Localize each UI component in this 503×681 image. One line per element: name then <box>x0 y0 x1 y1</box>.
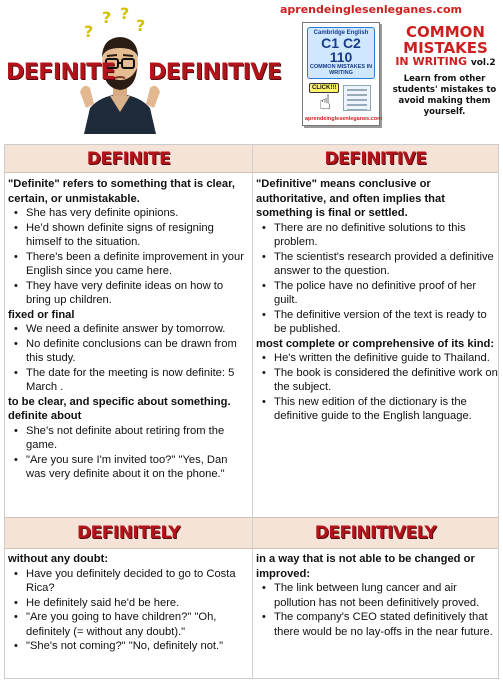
heading-definitively <box>253 517 498 549</box>
book-cover-link[interactable] <box>302 22 383 126</box>
heading-definitive-text: DEFINITIVE <box>324 148 427 169</box>
list-item: • The company's CEO stated definitively that there would be no lay-offs in the near future. <box>256 610 498 639</box>
list-item: • "Are you going to have children?" "Oh, definitely (= without any doubt)." <box>8 610 249 639</box>
definitive-examples-1 <box>256 221 498 337</box>
list-item: • "Are you sure I'm invited too?" "Yes, Dan was very definite about it on the phone." <box>8 453 249 482</box>
book-levels: C1 C2 <box>321 35 361 51</box>
list-item: • There are no definitive solutions to this problem. <box>256 221 498 250</box>
definite-examples-3 <box>8 424 249 482</box>
list-item: • "She's not coming?" "No, definitely not." <box>8 639 249 654</box>
definite-examples-2 <box>8 322 249 395</box>
definite-intro: "Definite" refers to something that is clear, certain, or unmistakable. <box>8 178 235 205</box>
book-cover-title-block <box>307 27 375 79</box>
list-item: • The scientist's research provided a definitive answer to the question. <box>256 250 498 279</box>
list-item: • This new edition of the dictionary is the definitive guide to the English language. <box>256 395 498 424</box>
definite-examples-1 <box>8 206 249 308</box>
promo-subtitle <box>388 56 503 69</box>
site-url-link[interactable]: aprendeinglesenleganes.com <box>280 3 462 16</box>
definitively-intro: in a way that is not able to be changed or improved: <box>256 553 475 580</box>
definitively-examples <box>256 581 498 639</box>
list-item: • We need a definite answer by tomorrow. <box>8 322 249 337</box>
book-click-label: CLICK!!! <box>309 83 339 93</box>
definitely-intro: without any doubt: <box>8 553 109 565</box>
definitive-examples-2 <box>256 351 498 424</box>
question-mark-icon: ? <box>84 22 94 41</box>
definite-sense-3b: definite about <box>8 410 82 422</box>
column-divider <box>252 145 253 678</box>
book-number: 110 <box>329 49 353 65</box>
definitely-examples <box>8 567 249 654</box>
heading-definitively-text: DEFINITIVELY <box>314 523 437 543</box>
definitive-column <box>256 177 498 424</box>
definite-column <box>8 177 249 482</box>
list-item: • The date for the meeting is now definite: 5 March . <box>8 366 249 395</box>
document-thumbnail <box>343 85 371 111</box>
list-item: • No definite conclusions can be drawn from this study. <box>8 337 249 366</box>
promo-title: COMMON MISTAKES <box>403 23 488 57</box>
list-item: • She’s not definite about retiring from the game. <box>8 424 249 453</box>
definitely-column <box>8 552 249 654</box>
list-item: • They have very definite ideas on how to bring up children. <box>8 279 249 308</box>
book-subtitle: Cambridge English <box>313 30 369 36</box>
question-mark-icon: ? <box>102 8 112 27</box>
list-item: • He's written the definitive guide to Thailand. <box>256 351 498 366</box>
headline-definite: DEFINITE <box>6 60 116 85</box>
list-item: • There's been a definite improvement in your English since you came here. <box>8 250 249 279</box>
list-item: • Have you definitely decided to go to Costa Rica? <box>8 567 249 596</box>
list-item: • He’d shown definite signs of resigning himself to the situation. <box>8 221 249 250</box>
question-mark-icon: ? <box>136 16 146 35</box>
list-item: • He definitely said he'd be here. <box>8 596 249 611</box>
definite-sense-2: fixed or final <box>8 308 75 321</box>
definitively-column <box>256 552 498 639</box>
question-mark-icon: ? <box>120 4 130 23</box>
heading-definitely-text: DEFINITELY <box>77 523 180 543</box>
heading-definite <box>5 145 252 173</box>
list-item: • The police have no definitive proof of her guilt. <box>256 279 498 308</box>
definitive-intro: "Definitive" means conclusive or authoritative, and often implies that something is final or settled. <box>256 178 445 219</box>
promo-volume: vol.2 <box>470 58 496 68</box>
promo-tagline: Learn from other students' mistakes to avoid making them yourself. <box>392 74 497 117</box>
heading-definitive <box>253 145 498 173</box>
list-item: • The book is considered the definitive work on the subject. <box>256 366 498 395</box>
comparison-table <box>4 144 499 679</box>
heading-definitely <box>5 517 252 549</box>
headline-definitive: DEFINITIVE <box>148 60 282 85</box>
list-item: • The definitive version of the text is ready to be published. <box>256 308 498 337</box>
definite-sense-3: to be clear, and specific about something. <box>8 395 231 408</box>
hand-pointer-icon: ☝ <box>319 92 332 114</box>
list-item: • She has very definite opinions. <box>8 206 249 221</box>
book-url: aprendeinglesenleganes.com <box>305 116 383 122</box>
heading-definite-text: DEFINITE <box>86 148 171 169</box>
list-item: • The link between lung cancer and air pollution has not been definitively proved. <box>256 581 498 610</box>
definitive-sense-2: most complete or comprehensive of its kind: <box>256 337 495 350</box>
book-title: COMMON MISTAKES IN WRITING <box>309 64 373 76</box>
page-header <box>0 0 503 140</box>
promo-subtitle-text: IN WRITING <box>395 55 467 68</box>
